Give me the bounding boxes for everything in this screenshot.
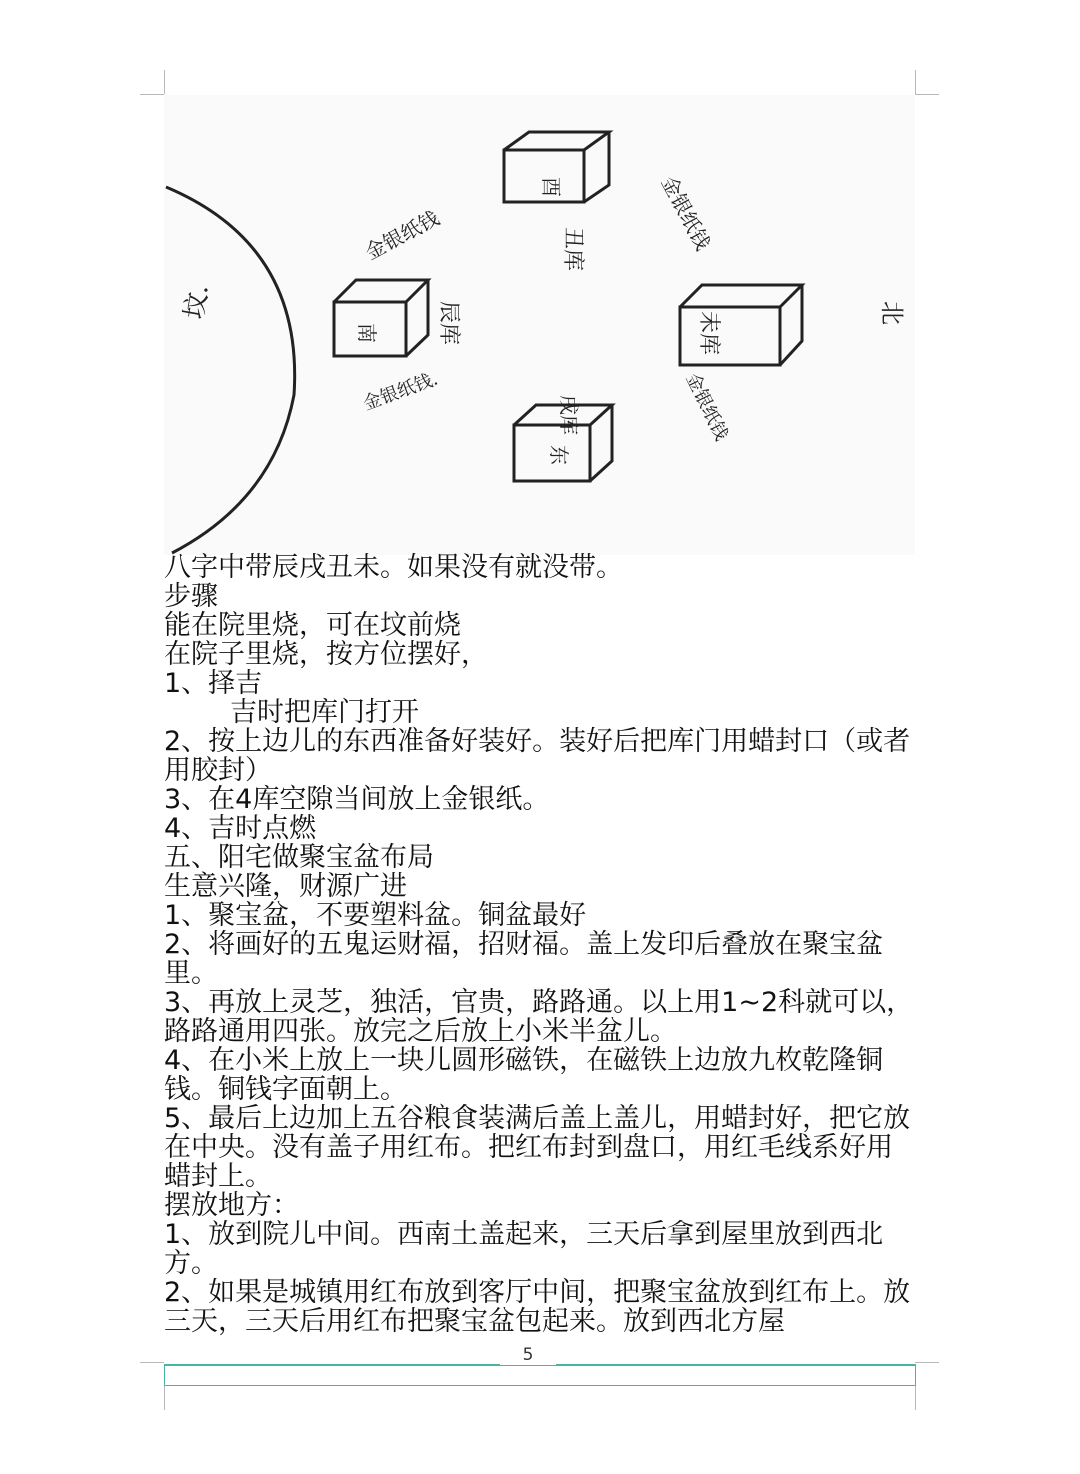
- money-label-bottom-right: 金银纸钱: [681, 369, 732, 444]
- crop-mark: [915, 1386, 916, 1410]
- heading-steps: 步骤: [164, 581, 218, 612]
- text-line: 生意兴隆，财源广进: [164, 871, 407, 902]
- list-item: 2、按上边儿的东西准备好装好。装好后把库门用蜡封口（或者用胶封）: [164, 726, 911, 786]
- section-heading: 五、阳宅做聚宝盆布局: [164, 842, 434, 873]
- box-left: [334, 280, 428, 356]
- footer-rule: [915, 1364, 916, 1386]
- money-label-top-right: 金银纸钱: [656, 172, 716, 254]
- document-body: [164, 553, 919, 1336]
- list-item: 5、最后上边加上五谷粮食装满后盖上盖儿，用蜡封好，把它放在中央。没有盖子用红布。把红布封到盘口，用红毛线系好用蜡封上。: [164, 1103, 911, 1192]
- box-bottom-label: 东: [547, 445, 571, 465]
- list-item: 3、在4库空隙当间放上金银纸。: [164, 784, 550, 815]
- box-top-caption: 丑库: [560, 227, 585, 272]
- list-item: 2、如果是城镇用红布放到客厅中间，把聚宝盆放到红布上。放三天，三天后用红布把聚宝盆包起来。放到西北方屋: [164, 1277, 911, 1337]
- box-left-label: 南: [355, 323, 379, 343]
- footer-rule: [164, 1385, 915, 1386]
- text-line: 能在院里烧，可在坟前烧: [164, 610, 461, 641]
- box-left-caption: 辰库: [436, 301, 461, 346]
- money-label-top-left: 金银纸钱: [361, 205, 443, 265]
- crop-mark: [915, 94, 939, 95]
- box-bottom-caption: 戌库: [557, 395, 581, 435]
- footer-rule: [164, 1364, 165, 1386]
- box-right-label: 未库: [696, 311, 721, 356]
- crop-mark: [164, 70, 165, 94]
- crop-mark: [915, 70, 916, 94]
- text-line: 在院子里烧，按方位摆好，: [164, 639, 488, 670]
- tomb-arc: [166, 187, 295, 553]
- money-label-bottom-left: 金银纸钱.: [360, 368, 441, 415]
- north-label: 北: [878, 301, 906, 325]
- crop-mark: [140, 94, 164, 95]
- list-item: 1、择吉: [164, 668, 263, 699]
- list-item: 1、放到院儿中间。西南土盖起来，三天后拿到屋里放到西北方。: [164, 1219, 884, 1279]
- list-item: 3、再放上灵芝，独活，官贵，路路通。以上用1~2科就可以，路路通用四张。放完之后放上小米半盆儿。: [164, 987, 914, 1047]
- arc-label: 坟.: [179, 282, 215, 322]
- crop-mark: [164, 1386, 165, 1410]
- list-item-detail: 吉时把库门打开: [230, 697, 419, 728]
- list-item: 2、将画好的五鬼运财福，招财福。盖上发印后叠放在聚宝盆里。: [164, 929, 884, 989]
- hand-drawn-diagram: [164, 95, 915, 555]
- list-item: 4、吉时点燃: [164, 813, 317, 844]
- list-item: 1、聚宝盆，不要塑料盆。铜盆最好: [164, 900, 587, 931]
- page-number: 5: [500, 1345, 556, 1365]
- text-line: 八字中带辰戌丑未。如果没有就没带。: [164, 552, 623, 583]
- list-item: 4、在小米上放上一块儿圆形磁铁，在磁铁上边放九枚乾隆铜钱。铜钱字面朝上。: [164, 1045, 884, 1105]
- heading-placement: 摆放地方：: [164, 1190, 299, 1221]
- crop-mark: [915, 1362, 939, 1363]
- box-top-label: 酉: [539, 177, 563, 197]
- crop-mark: [140, 1362, 164, 1363]
